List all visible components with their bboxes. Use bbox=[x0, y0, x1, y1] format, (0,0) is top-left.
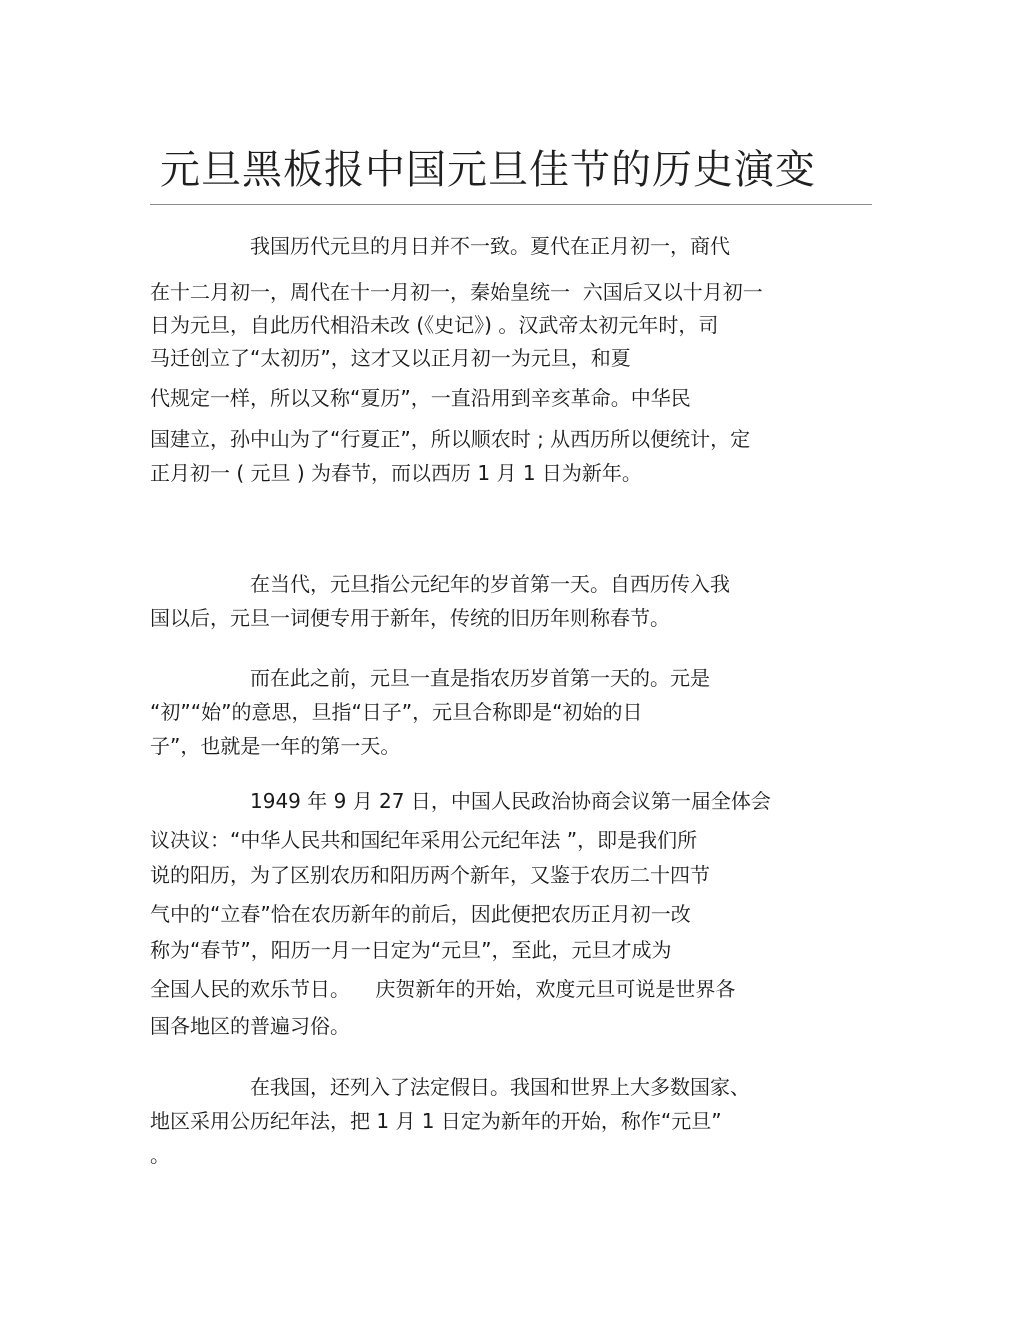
text-line: 代规定一样，所以又称“夏历”，一直沿用到辛亥革命。中华民 bbox=[150, 386, 691, 410]
text-line: 我国历代元旦的月日并不一致。夏代在正月初一，商代 bbox=[250, 234, 730, 258]
text-line: 说的阳历，为了区别农历和阳历两个新年，又鉴于农历二十四节 bbox=[150, 863, 710, 887]
text-line: 议决议：“中华人民共和国纪年采用公元纪年法 ”，即是我们所 bbox=[150, 828, 698, 852]
text-line: 子”，也就是一年的第一天。 bbox=[150, 734, 401, 758]
text-line: 日为元旦，自此历代相沿未改 (《史记》) 。汉武帝太初元年时，司 bbox=[150, 313, 719, 337]
text-line: 。 bbox=[150, 1143, 170, 1167]
text-line: 国建立，孙中山为了“行夏正”，所以顺农时 ; 从西历所以便统计，定 bbox=[150, 427, 751, 451]
text-line: 地区采用公历纪年法，把 1 月 1 日定为新年的开始，称作“元旦” bbox=[150, 1109, 722, 1133]
text-line: 1949 年 9 月 27 日，中国人民政治协商会议第一届全体会 bbox=[250, 789, 771, 813]
text-line: “初”“始”的意思，旦指“日子”，元旦合称即是“初始的日 bbox=[150, 700, 643, 724]
text-line: 而在此之前，元旦一直是指农历岁首第一天的。元是 bbox=[250, 666, 710, 690]
text-line: 全国人民的欢乐节日。 庆贺新年的开始，欢度元旦可说是世界各 bbox=[150, 977, 736, 1001]
text-line: 在十二月初一，周代在十一月初一，秦始皇统一 六国后又以十月初一 bbox=[150, 280, 763, 304]
document-title: 元旦黑板报中国元旦佳节的历史演变 bbox=[160, 147, 816, 193]
text-line: 国以后，元旦一词便专用于新年，传统的旧历年则称春节。 bbox=[150, 606, 670, 630]
text-line: 在我国，还列入了法定假日。我国和世界上大多数国家、 bbox=[250, 1075, 750, 1099]
text-line: 国各地区的普遍习俗。 bbox=[150, 1014, 350, 1038]
text-line: 马迁创立了“太初历”，这才又以正月初一为元旦，和夏 bbox=[150, 346, 631, 370]
text-line: 正月初一 ( 元旦 ) 为春节，而以西历 1 月 1 日为新年。 bbox=[150, 461, 642, 485]
text-line: 气中的“立春”恰在农历新年的前后，因此便把农历正月初一改 bbox=[150, 902, 691, 926]
text-line: 称为“春节”，阳历一月一日定为“元旦”，至此，元旦才成为 bbox=[150, 938, 672, 962]
text-line: 在当代，元旦指公元纪年的岁首第一天。自西历传入我 bbox=[250, 572, 730, 596]
title-underline bbox=[150, 204, 872, 205]
